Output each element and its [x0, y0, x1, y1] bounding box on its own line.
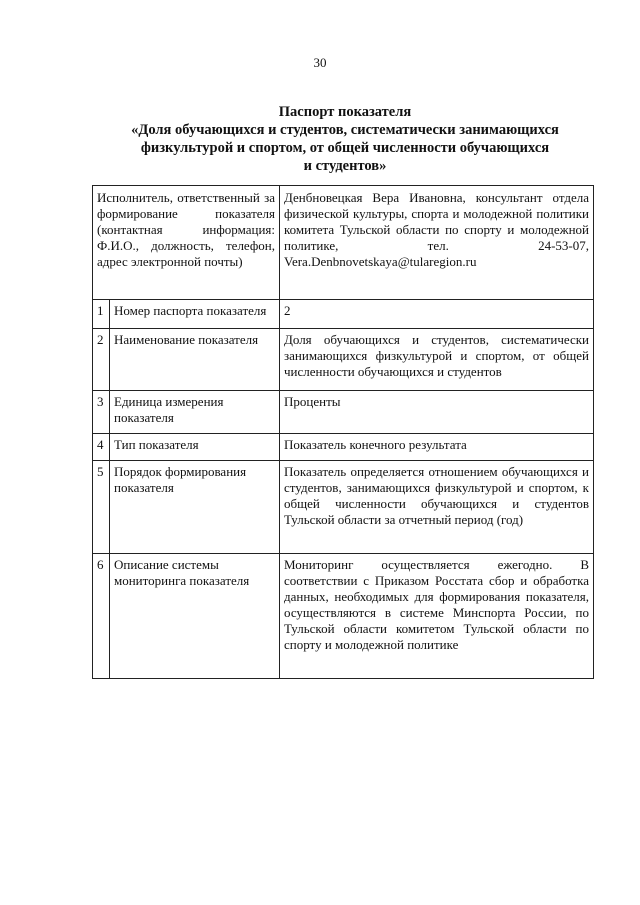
executor-value: Денбновецкая Вера Ивановна, консультант отдела физической культуры, спорта и молодежной политики комитета Тульской области по спорту и молодежной политике, тел. 24-53-07, Vera.Denbnovetskaya@tularegion.ru	[280, 186, 594, 300]
table-row	[93, 434, 594, 461]
table-row	[93, 461, 594, 554]
table-row	[93, 391, 594, 434]
title-line-1: Паспорт показателя	[278, 104, 412, 120]
row-number: 4	[93, 434, 110, 461]
executor-label: Исполнитель, ответственный за формирование показателя (контактная информация: Ф.И.О., должность, телефон, адрес электронной почты)	[93, 186, 280, 300]
row-value: Мониторинг осуществляется ежегодно. В соответствии с Приказом Росстата сбор и обработка данных, необходимых для формирования показателя, осуществляются в системе Минспорта России, по Тульской области комитетом Тульской области по спорту и молодежной политике	[280, 554, 594, 679]
row-value: Показатель конечного результата	[280, 434, 594, 461]
row-number: 2	[93, 329, 110, 391]
row-name: Порядок формирования показателя	[110, 461, 280, 554]
row-value: Доля обучающихся и студентов, систематически занимающихся физкультурой и спортом, от общей численности обучающихся и студентов	[280, 329, 594, 391]
row-name: Тип показателя	[110, 434, 280, 461]
table-row	[93, 300, 594, 329]
passport-table	[92, 185, 594, 679]
row-name: Номер паспорта показателя	[110, 300, 280, 329]
row-name: Наименование показателя	[110, 329, 280, 391]
table-row-executor	[93, 186, 594, 300]
row-number: 5	[93, 461, 110, 554]
row-value: Проценты	[280, 391, 594, 434]
table-row	[93, 329, 594, 391]
page-number: 30	[313, 55, 327, 70]
row-name: Единица измерения показателя	[110, 391, 280, 434]
document-title	[100, 103, 590, 175]
row-number: 6	[93, 554, 110, 679]
title-line-3: физкультурой и спортом, от общей численности обучающихся	[140, 140, 550, 156]
table-row	[93, 554, 594, 679]
row-name: Описание системы мониторинга показателя	[110, 554, 280, 679]
row-value: Показатель определяется отношением обучающихся и студентов, занимающихся физкультурой и спортом, к общей численности обучающихся и студентов Тульской области за отчетный период (год)	[280, 461, 594, 554]
title-line-4: и студентов»	[303, 158, 387, 174]
row-number: 3	[93, 391, 110, 434]
title-line-2: «Доля обучающихся и студентов, систематически занимающихся	[131, 122, 559, 138]
row-value: 2	[280, 300, 594, 329]
row-number: 1	[93, 300, 110, 329]
